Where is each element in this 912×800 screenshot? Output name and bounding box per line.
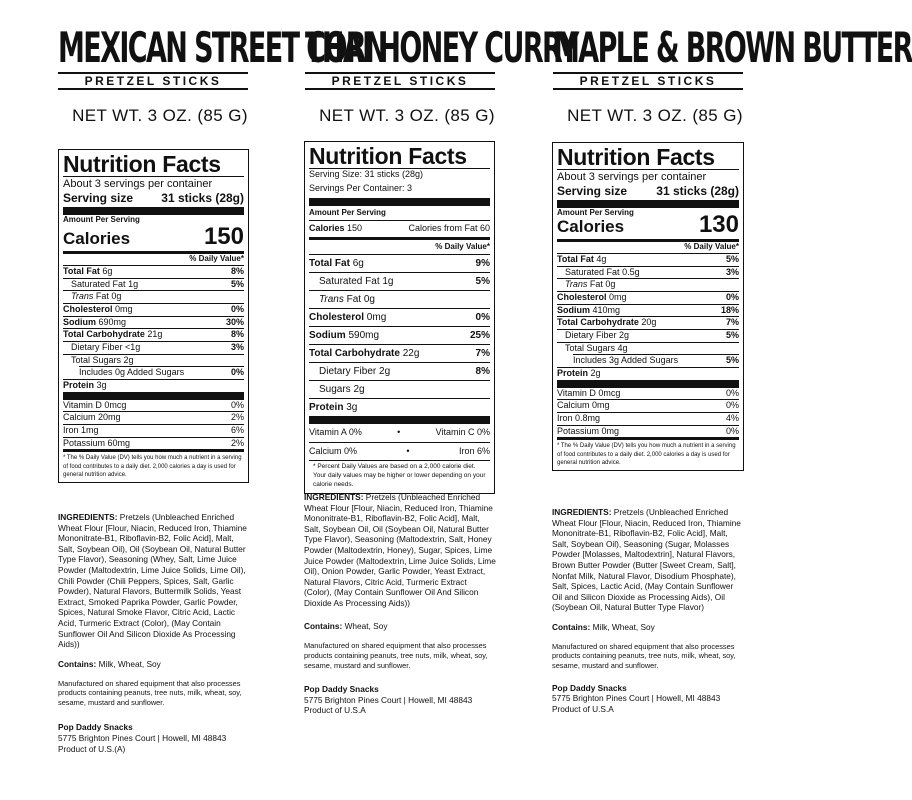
nutrient-row-cholesterol: Cholesterol 0mg 0%	[557, 291, 739, 302]
company-address: 5775 Brighton Pines Court | Howell, MI 48843	[304, 694, 473, 705]
nutrient-row-sodium: Sodium 690mg 30%	[63, 316, 244, 327]
amount-per-serving: Amount Per Serving	[63, 215, 140, 225]
nutrient-row-total-sugars: Total Sugars 4g	[565, 342, 628, 353]
nutrient-row-sodium: Sodium 410mg 18%	[557, 304, 739, 315]
ingredients-text: INGREDIENTS: Pretzels (Unbleached Enriched Wheat Flour [Flour, Niacin, Reduced Iron, Thiamine Mononitrate-B1, Riboflavin-B2, Folic Acid], Malt, Salt, Soybean Oil), Oil (Soybean Oil, Natural Butter Type Flavor), Seasoning (Whey, Salt, Lime Juice Powder (Maltodextrin, Lime Juice Solids, Lime Oil), Chili Powder (Chili Peppers, Spices, Salt, Garlic Powder), Natural Flavors, Buttermilk Solids, Yeast Extract, Smoked Paprika Powder, Garlic Powder, Spices, Natural Smoke Flavor, Citric Acid, Lactic Acid, Turmeric Extract (Color), (May Contain Sunflower Oil And Silicon Dioxide As Processing Aids))	[58, 512, 247, 650]
contains-text: Contains: Milk, Wheat, Soy	[552, 622, 655, 633]
product-title: MAPLE & BROWN BUTTER	[553, 24, 912, 73]
ingredients-text: INGREDIENTS: Pretzels (Unbleached Enriched Wheat Flour [Flour, Niacin, Reduced Iron, Thiamine Mononitrate-B1, Riboflavin-B2, Folic Acid], Malt, Salt, Soybean Oil, Oil (Soybean Oil, Natural Butter Type Flavor), Seasoning (Maltodextrin, Salt, Honey Powder (Maltodextrin, Honey), Sugar, Spices, Lime Juice Powder (Maltodextrin, Lime Juice Solids, Lime Oil), Onion Powder, Garlic Powder, Yeast Extract, Natural Flavors, Citric Acid, Turmeric Extract (Color), (May Contain Sunflower Oil And Silicon Dioxide As Processing Aids))	[304, 492, 496, 609]
nutrient-row-trans-fat: Trans Fat 0g	[71, 291, 122, 302]
nutrient-row-added-sugars: Includes 0g Added Sugars 0%	[79, 367, 244, 378]
calories-row: Calories 150 Calories from Fat 60	[309, 222, 490, 233]
company-address: 5775 Brighton Pines Court | Howell, MI 48843	[58, 733, 227, 744]
vitamin-row: Calcium 20mg 2%	[63, 412, 244, 423]
product-origin: Product of U.S.(A)	[58, 743, 126, 754]
nutrient-row-saturated-fat: Saturated Fat 1g 5%	[71, 278, 244, 289]
product-origin: Product of U.S.A	[304, 705, 366, 716]
nf-footnote: * The % Daily Value (DV) tells you how much a nutrient in a serving of food contributes to a daily diet. 2,000 calories a day is used for general nutrition advice.	[557, 443, 736, 466]
contains-text: Contains: Wheat, Soy	[304, 620, 388, 631]
product-origin: Product of U.S.A	[552, 703, 614, 714]
nutrition-facts-heading: Nutrition Facts	[63, 151, 221, 177]
nutrient-row-trans-fat: Trans Fat 0g	[319, 293, 375, 305]
net-weight: NET WT. 3 OZ. (85 G)	[72, 106, 248, 125]
nutrient-row-total-carbohydrate: Total Carbohydrate 20g 7%	[557, 317, 739, 328]
vitamin-row: Vitamin D 0mcg 0%	[63, 399, 244, 410]
contains-text: Contains: Milk, Wheat, Soy	[58, 658, 161, 669]
nutrient-row-trans-fat: Trans Fat 0g	[565, 279, 616, 290]
calories-row: Calories 130	[557, 211, 739, 239]
product-title: THAI HONEY CURRY	[305, 24, 578, 73]
vitamin-row: Iron 0.8mg 4%	[557, 413, 739, 424]
product-subtitle: PRETZEL STICKS	[305, 72, 495, 90]
nutrition-facts-heading: Nutrition Facts	[557, 144, 715, 170]
nutrient-row-total-carbohydrate: Total Carbohydrate 21g 8%	[63, 329, 244, 340]
bullet-separator: •	[397, 426, 401, 437]
daily-value-header: % Daily Value*	[435, 241, 490, 251]
ingredients-text: INGREDIENTS: Pretzels (Unbleached Enriched Wheat Flour [Flour, Niacin, Reduced Iron, Thiamine Mononitrate-B1, Riboflavin-B2, Folic Acid], Malt, Salt, Soybean Oil), Seasoning (Sugar, Molasses Powder [Molasses, Maltodextrin], Natural Flavors, Brown Butter Powder (Butter [Sweet Cream, Salt], Nonfat Milk, Natural Flavor, Disodium Phosphate), Salt, Spices, Lactic Acid, (May Contain Sunflower Oil and Silicon Dioxide as Processing Aids), Oil (Soybean Oil, Natural Butter Type Flavor)	[552, 507, 741, 613]
nutrition-facts-panel	[58, 149, 249, 483]
nutrient-row-dietary-fiber: Dietary Fiber <1g 3%	[71, 341, 244, 352]
nutrient-row-added-sugars: Includes 3g Added Sugars 5%	[573, 355, 739, 366]
net-weight: NET WT. 3 OZ. (85 G)	[319, 106, 495, 125]
vitamin-row: Potassium 60mg 2%	[63, 437, 244, 448]
net-weight: NET WT. 3 OZ. (85 G)	[567, 106, 743, 125]
product-column-thai-honey-curry	[305, 0, 578, 125]
daily-value-header: % Daily Value*	[684, 242, 739, 252]
nutrient-row-saturated-fat: Saturated Fat 0.5g 3%	[565, 266, 739, 277]
daily-value-header: % Daily Value*	[189, 254, 244, 264]
vitamin-row: Iron 1mg 6%	[63, 425, 244, 436]
nutrition-facts-panel	[552, 142, 744, 471]
nutrient-row-total-carbohydrate: Total Carbohydrate 22g 7%	[309, 347, 490, 359]
nf-footnote: * The % Daily Value (DV) tells you how much a nutrient in a serving of food contributes to a daily diet. 2,000 calories a day is used for general nutrition advice.	[63, 455, 242, 478]
product-column-mexican-street-corn	[58, 0, 386, 125]
vitamin-row: Vitamin A 0% • Vitamin C 0%	[309, 426, 490, 437]
nutrient-row-sugars: Sugars 2g	[319, 383, 365, 395]
nutrient-row-total-fat: Total Fat 6g 8%	[63, 265, 244, 276]
product-subtitle: PRETZEL STICKS	[58, 72, 248, 90]
amount-per-serving: Amount Per Serving	[557, 208, 634, 218]
vitamin-row: Potassium 0mg 0%	[557, 425, 739, 436]
nutrient-row-cholesterol: Cholesterol 0mg 0%	[63, 303, 244, 314]
product-subtitle: PRETZEL STICKS	[553, 72, 743, 90]
vitamin-row: Calcium 0mg 0%	[557, 400, 739, 411]
vitamin-row: Vitamin D 0mcg 0%	[557, 387, 739, 398]
ingredients-block	[58, 512, 248, 754]
product-column-maple-brown-butter	[553, 0, 912, 125]
calories-row: Calories 150	[63, 223, 244, 251]
nutrition-facts-heading: Nutrition Facts	[309, 143, 467, 169]
nutrition-facts-panel	[304, 141, 495, 494]
nutrient-row-total-fat: Total Fat 4g 5%	[557, 253, 739, 264]
serving-size: Serving Size: 31 sticks (28g)	[309, 169, 424, 180]
company-name: Pop Daddy Snacks	[304, 684, 379, 695]
ingredients-block	[304, 492, 496, 716]
nutrient-row-dietary-fiber: Dietary Fiber 2g 8%	[319, 365, 490, 377]
vitamin-row: Calcium 0% • Iron 6%	[309, 445, 490, 456]
manufactured-text: Manufactured on shared equipment that also processes products containing peanuts, tree nuts, milk, wheat, soy, sesame, mustard and sunflower.	[304, 641, 488, 670]
nutrient-row-total-sugars: Total Sugars 2g	[71, 354, 134, 365]
product-title: MEXICAN STREET CORN	[58, 24, 386, 73]
nutrient-row-total-fat: Total Fat 6g 9%	[309, 257, 490, 269]
servings-per-container: Servings Per Container: 3	[309, 182, 413, 193]
nutrient-row-protein: Protein 2g	[557, 368, 601, 378]
amount-per-serving: Amount Per Serving	[309, 207, 386, 217]
nutrient-row-cholesterol: Cholesterol 0mg 0%	[309, 311, 490, 323]
company-name: Pop Daddy Snacks	[552, 682, 627, 693]
nutrient-row-saturated-fat: Saturated Fat 1g 5%	[319, 275, 490, 287]
serving-size-row: Serving size 31 sticks (28g)	[557, 184, 739, 199]
company-address: 5775 Brighton Pines Court | Howell, MI 48843	[552, 693, 721, 704]
nutrient-row-dietary-fiber: Dietary Fiber 2g 5%	[565, 329, 739, 340]
bullet-separator: •	[406, 445, 410, 456]
nutrient-row-sodium: Sodium 590mg 25%	[309, 329, 490, 341]
serving-size-row: Serving size 31 sticks (28g)	[63, 191, 244, 206]
servings-per-container: About 3 servings per container	[63, 178, 213, 191]
nutrient-row-protein: Protein 3g	[309, 401, 358, 413]
manufactured-text: Manufactured on shared equipment that also processes products containing peanuts, tree nuts, milk, wheat, soy, sesame, mustard and sunflower.	[552, 641, 736, 670]
ingredients-block	[552, 507, 744, 714]
servings-per-container: About 3 servings per container	[557, 171, 707, 184]
manufactured-text: Manufactured on shared equipment that also processes products containing peanuts, tree nuts, milk, wheat, soy, sesame, mustard and sunflower.	[58, 678, 242, 707]
nutrient-row-protein: Protein 3g	[63, 380, 107, 390]
nf-footnote: * Percent Daily Values are based on a 2,000 calorie diet. Your daily values may be higher or lower depending on your calorie needs.	[313, 463, 486, 488]
company-name: Pop Daddy Snacks	[58, 722, 133, 733]
